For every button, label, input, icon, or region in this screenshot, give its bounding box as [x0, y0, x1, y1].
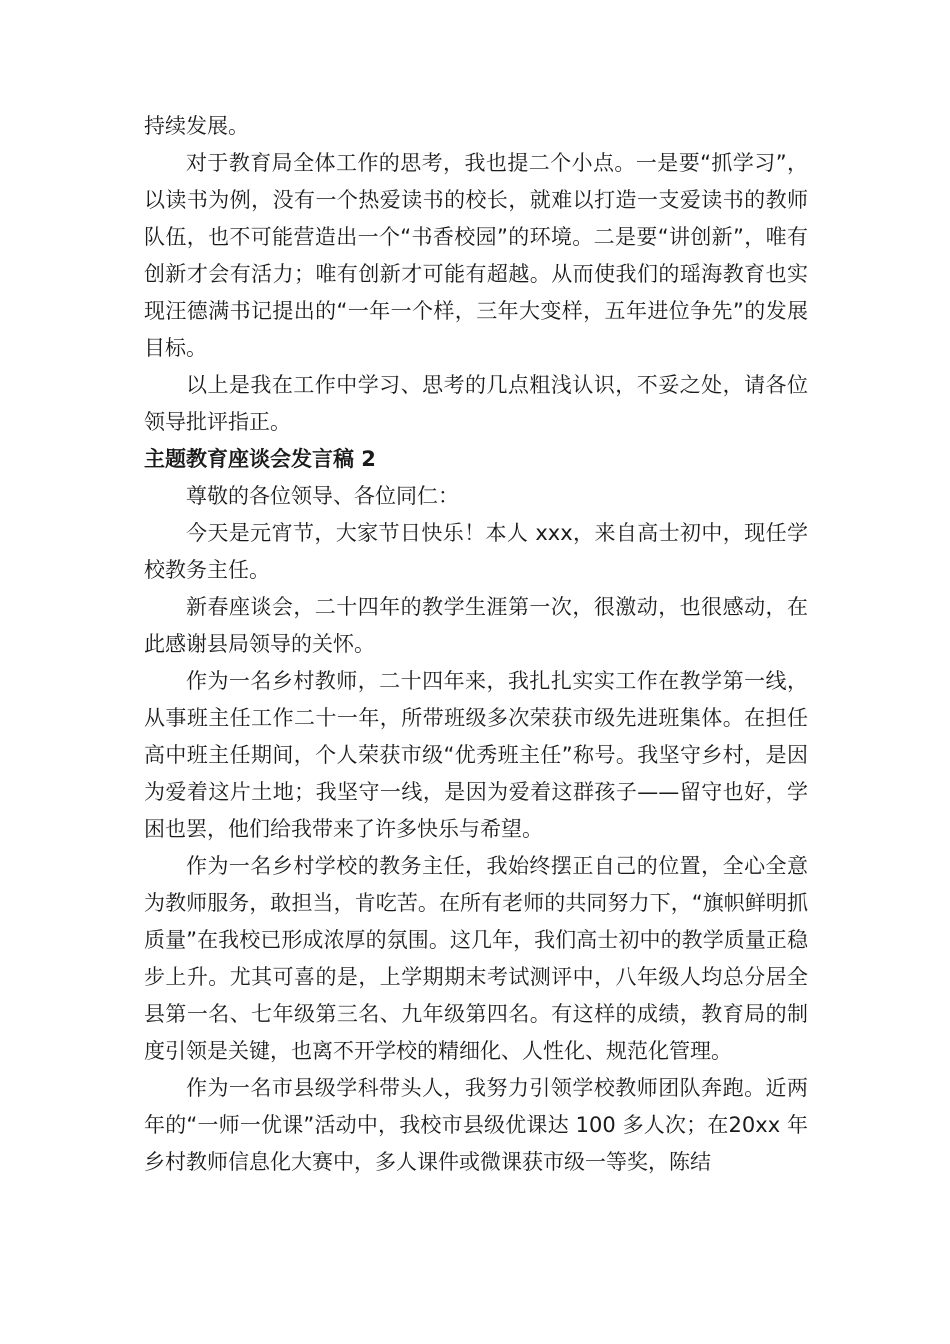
paragraph: 以上是我在工作中学习、思考的几点粗浅认识，不妥之处，请各位领导批评指正。	[144, 373, 808, 434]
greeting-paragraph: 尊敬的各位领导、各位同仁：	[186, 484, 459, 508]
paragraph: 对于教育局全体工作的思考，我也提二个小点。一是要“抓学习”，以读书为例，没有一个热爱读书的校长，就难以打造一支爱读书的教师队伍，也不可能营造出一个“书香校园”的环境。二是要“讲创新”，唯有创新才会有活力；唯有创新才可能有超越。从而使我们的瑶海教育也实现汪德满书记提出的“一年一个样，三年大变样，五年进位争先”的发展目标。	[144, 151, 808, 360]
paragraph: 新春座谈会，二十四年的教学生涯第一次，很激动，也很感动，在此感谢县局领导的关怀。	[144, 595, 808, 656]
paragraph: 作为一名市县级学科带头人，我努力引领学校教师团队奔跑。近两年的“一师一优课”活动中，我校市县级优课达 100 多人次；在20xx 年乡村教师信息化大赛中，多人课件或微课获市级一等奖，陈结	[144, 1076, 808, 1174]
paragraph: 作为一名乡村教师，二十四年来，我扎扎实实工作在教学第一线，从事班主任工作二十一年，所带班级多次荣获市级先进班集体。在担任高中班主任期间，个人荣获市级“优秀班主任”称号。我坚守乡村，是因为爱着这片土地；我坚守一线，是因为爱着这群孩子——留守也好，学困也罢，他们给我带来了许多快乐与希望。	[144, 669, 808, 841]
paragraph: 作为一名乡村学校的教务主任，我始终摆正自己的位置，全心全意为教师服务，敢担当，肯吃苦。在所有老师的共同努力下，“旗帜鲜明抓质量”在我校已形成浓厚的氛围。这几年，我们高士初中的教学质量正稳步上升。尤其可喜的是，上学期期末考试测评中，八年级人均总分居全县第一名、七年级第三名、九年级第四名。有这样的成绩，教育局的制度引领是关键，也离不开学校的精细化、人性化、规范化管理。	[144, 854, 808, 1063]
paragraph: 今天是元宵节，大家节日快乐！本人 xxx，来自高士初中，现任学校教务主任。	[144, 521, 808, 582]
document-body	[144, 108, 808, 1181]
section-heading: 主题教育座谈会发言稿 2	[144, 447, 376, 471]
paragraph: 持续发展。	[144, 114, 249, 138]
